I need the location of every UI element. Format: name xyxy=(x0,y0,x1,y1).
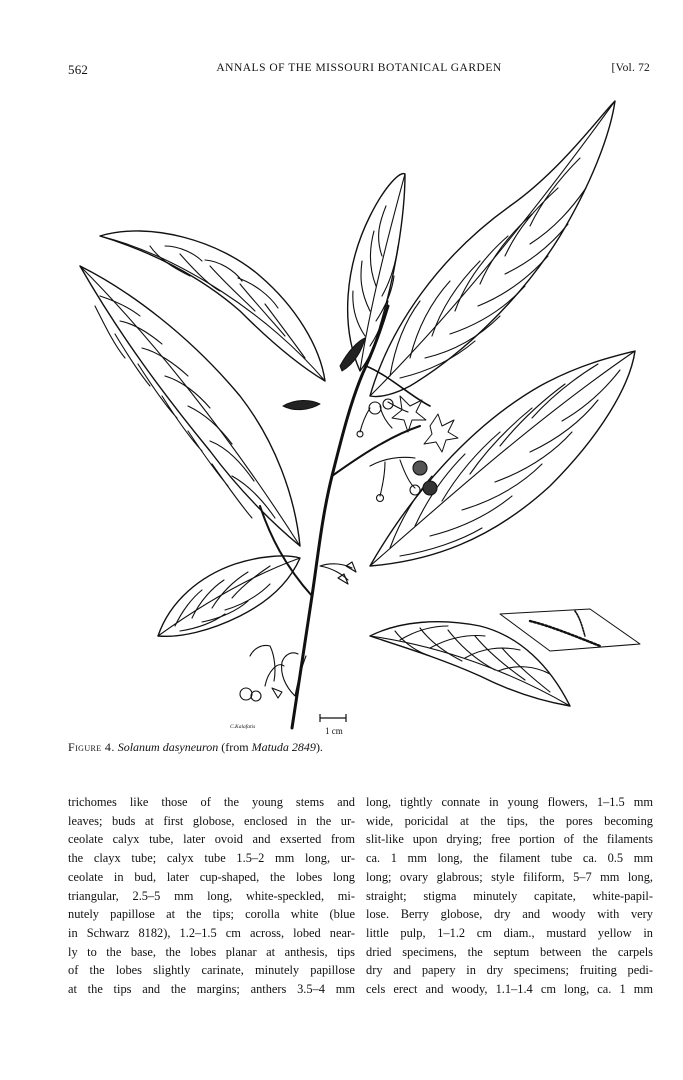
text-line: ca. 1 mm long, the filament tube ca. 0.5 mm xyxy=(366,851,653,866)
text-line: lose. Berry globose, dry and woody with very xyxy=(366,907,653,922)
text-line: cels erect and woody, 1.1–1.4 cm long, ca. 1 mm xyxy=(366,982,653,997)
text-line: triangular, 2.5–5 mm long, white-speckled, mi- xyxy=(68,888,355,903)
plant-drawing xyxy=(70,96,650,736)
text-line: wide, poricidal at the tips, the pores becoming xyxy=(366,813,653,828)
caption-label: Figure 4. xyxy=(68,740,115,754)
text-line: nutely papillose at the tips; corolla white (blue xyxy=(68,907,355,922)
caption-source-collector: Matuda 2849 xyxy=(251,740,316,754)
text-line: ceolate in bud, later cup-shaped, the lobes long xyxy=(68,869,355,884)
caption-source-suffix: ). xyxy=(315,740,323,754)
running-header xyxy=(68,62,650,80)
text-line: ly to the base, the lobes planar at anthesis, tips xyxy=(68,944,355,959)
left-column xyxy=(68,793,355,999)
text-line: straight; stigma minutely capitate, white-papil- xyxy=(366,888,653,903)
text-line: of the lobes slightly carinate, minutely papillose xyxy=(68,963,355,978)
artist-signature: C.Kalafatis xyxy=(230,724,256,730)
leaf-right-middle xyxy=(370,351,635,566)
flower-cluster-middle xyxy=(370,457,437,501)
curled-leaf xyxy=(283,400,320,409)
text-line: trichomes like those of the young stems and xyxy=(68,795,355,809)
scale-label: 1 cm xyxy=(325,726,343,736)
body-text xyxy=(68,793,653,1063)
flower-cluster-upper xyxy=(357,396,426,437)
text-line: leaves; buds at first globose, enclosed in the ur- xyxy=(68,813,355,828)
flower-cluster-lower xyxy=(320,562,356,584)
caption-species: Solanum dasyneuron xyxy=(117,740,219,754)
botanical-illustration xyxy=(70,96,650,736)
text-line: dry and papery in dry specimens; fruiting pedi- xyxy=(366,963,653,978)
page-number: 562 xyxy=(68,62,89,77)
text-line: long; ovary glabrous; style filiform, 5–7 mm long, xyxy=(366,869,653,884)
text-line: ceolate calyx tube, later ovoid and exserted from xyxy=(68,832,355,847)
text-line: dried specimens, the septum between the carpels xyxy=(366,944,653,959)
scale-bar xyxy=(320,714,346,722)
text-line: at the tips and the margins; anthers 3.5–4 mm xyxy=(68,982,355,997)
leaf-lower-left xyxy=(158,556,300,636)
volume-label: [Vol. 72 xyxy=(611,62,650,74)
text-line: in Schwarz 8182), 1.2–1.5 cm across, lobed near- xyxy=(68,925,355,940)
text-line: the clayx tube; calyx tube 1.5–2 mm long, ur- xyxy=(68,851,355,866)
right-column xyxy=(366,793,653,999)
journal-title: ANNALS OF THE MISSOURI BOTANICAL GARDEN xyxy=(216,62,502,74)
flower-detail xyxy=(424,414,458,452)
caption-source-prefix: (from xyxy=(221,740,252,754)
text-line: long, tightly connate in young flowers, 1–1.5 mm xyxy=(366,795,653,809)
text-line: slit-like upon drying; free portion of the filaments xyxy=(366,832,653,847)
text-line: little pulp, 1–1.2 cm diam., mustard yellow in xyxy=(366,925,653,940)
figure-caption xyxy=(68,740,650,755)
leaf-lower-right xyxy=(370,622,570,706)
leaf-upper-left xyxy=(100,231,325,381)
leaf-top-right xyxy=(370,101,615,397)
leaf-left-large xyxy=(80,266,300,546)
fruit-cluster xyxy=(240,645,306,701)
